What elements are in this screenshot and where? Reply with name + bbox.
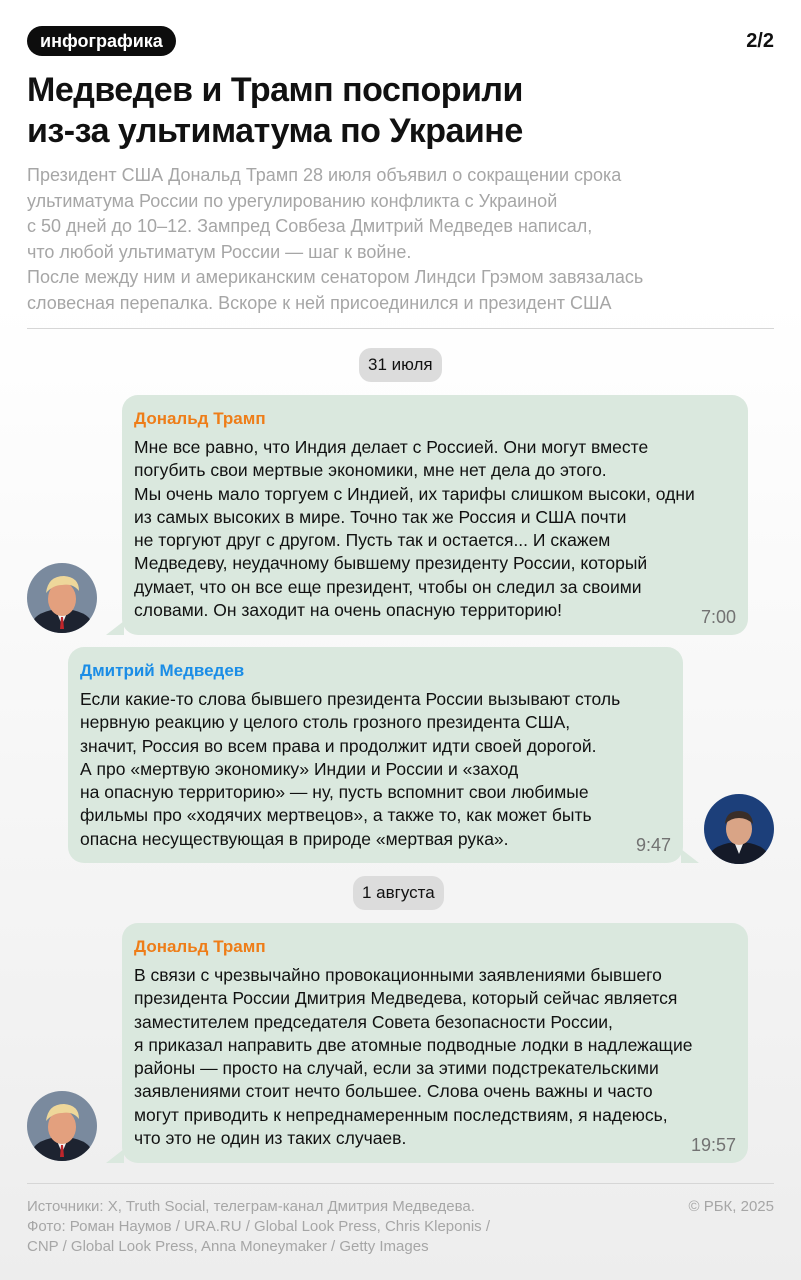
date-pill: 31 июля xyxy=(359,348,442,382)
message-bubble xyxy=(122,395,748,635)
message-time: 19:57 xyxy=(690,1135,736,1155)
trump-avatar xyxy=(27,563,97,633)
message-author: Дональд Трамп xyxy=(134,937,266,956)
footer-copyright: © РБК, 2025 xyxy=(688,1198,774,1215)
lead-text: Президент США Дональд Трамп 28 июля объявил о сокращении срока ультиматума России по урегулированию конфликта с Украиной с 50 дней до 10–12. Зампред Совбеза Дмитрий Медведев написал, что любой ультиматум России — шаг к войне. После между ним и американским сенатором Линдси Грэмом завязалась словесная перепалка. Вскоре к ней присоединился и президент США xyxy=(27,165,644,313)
message-bubble xyxy=(122,923,748,1163)
footer-sources: Источники: X, Truth Social, телеграм-канал Дмитрия Медведева. Фото: Роман Наумов / URA.RU / Global Look Press, Chris Kleponis / CNP / Global Look Press, Anna Moneymaker / Getty Images xyxy=(27,1198,491,1255)
medvedev-avatar xyxy=(704,794,774,864)
page-number: 2/2 xyxy=(746,30,774,52)
footer-divider xyxy=(27,1183,774,1184)
date-pill: 1 августа xyxy=(353,876,444,910)
message-bubble xyxy=(68,647,683,863)
bubble-tail xyxy=(681,849,699,863)
bubble-tail xyxy=(106,621,124,635)
message-text: Если какие-то слова бывшего президента России вызывают столь нервную реакцию у целого столь грозного президента США, значит, Россия во всем права и продолжит идти своей дорогой. А про «мертвую экономику» Индии и России и «заход на опасную территорию» — ну, пусть вспомнит свои любимые фильмы про «ходячих мертвецов», а также то, как может быть опасна несуществующая в природе «мертвая рука». xyxy=(80,689,621,849)
message-author: Дональд Трамп xyxy=(134,409,266,428)
message-time: 9:47 xyxy=(635,835,671,855)
bubble-tail xyxy=(106,1149,124,1163)
message-text: В связи с чрезвычайно провокационными заявлениями бывшего президента России Дмитрия Медведева, который сейчас является заместителем председателя Совета безопасности России, я приказал направить две атомные подводные лодки в надлежащие районы — просто на случай, если за этими подстрекательскими заявлениями стоит нечто большее. Слова очень важны и часто могут приводить к непреднамеренным последствиям, я надеюсь, что это не один из таких случаев. xyxy=(134,965,693,1149)
page-title: Медведев и Трамп поспорили из-за ультиматума по Украине xyxy=(27,71,523,150)
message-time: 7:00 xyxy=(700,607,736,627)
message-text: Мне все равно, что Индия делает с Россией. Они могут вместе погубить свои мертвые экономики, мне нет дела до этого. Мы очень мало торгуем с Индией, их тарифы слишком высоки, одни из самых высоких в мире. Точно так же Россия и США почти не торгуют друг с другом. Пусть так и остается... И скажем Медведеву, неудачному бывшему президенту России, который думает, что он все еще президент, чтобы он следил за своими словами. Он заходит на очень опасную территорию! xyxy=(134,437,695,621)
message-author: Дмитрий Медведев xyxy=(80,661,245,680)
header-divider xyxy=(27,328,774,329)
infographic-tag: инфографика xyxy=(27,26,176,56)
trump-avatar xyxy=(27,1091,97,1161)
